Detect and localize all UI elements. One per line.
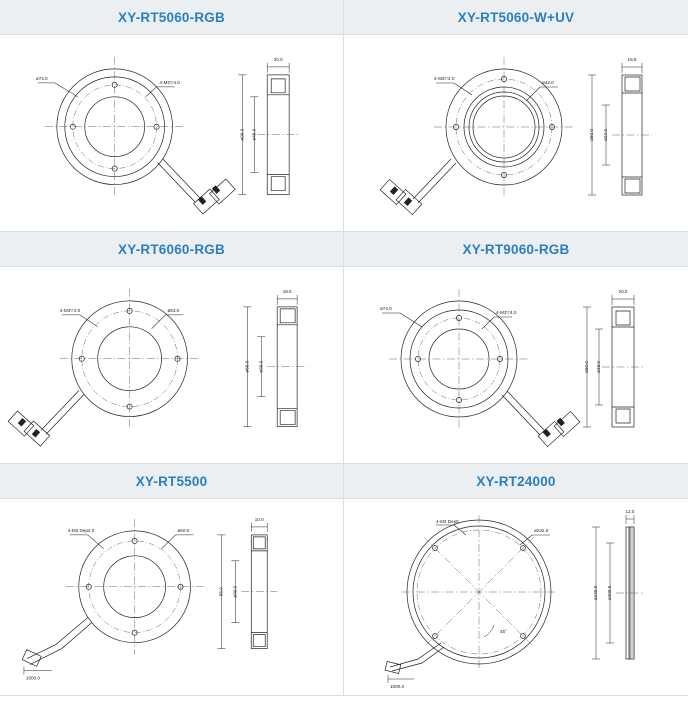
dim-thickness: 20.0 — [273, 57, 283, 63]
product-card-xy-rt5060-w-uv — [344, 0, 688, 232]
dim-angle: 45° — [500, 629, 507, 635]
card-title: XY-RT24000 — [344, 464, 688, 499]
dim-thickness: 10.0 — [254, 517, 264, 523]
dim-thickness: 18.5 — [627, 57, 637, 63]
dim-inner-dia: ø33.0 — [258, 360, 264, 373]
card-title: XY-RT5060-W+UV — [344, 0, 688, 35]
dim-inner-dia: ø48.0 — [251, 128, 257, 141]
dim-outer-dia: ø50.0 — [177, 528, 190, 534]
dim-thread: 4-M3▽4.0 — [434, 76, 455, 82]
dim-bolt-circle: ø232.0 — [534, 528, 549, 534]
dim-thread: 4-M3▽4.0 — [159, 80, 180, 86]
drawing-xy-rt6060-rgb — [0, 267, 343, 464]
drawing-xy-rt5060-rgb — [0, 35, 343, 232]
dim-thread: 4-M3▽4.0 — [59, 308, 81, 314]
dim-outer-dia: ø60.0 — [244, 360, 250, 373]
product-card-xy-rt24000 — [344, 464, 688, 696]
product-card-xy-rt5060-rgb — [0, 0, 344, 232]
dim-thread: 4-M3 Dep5 — [436, 519, 459, 525]
dim-inner-dia: ø200.0 — [607, 585, 613, 601]
dim-thickness: 20.0 — [618, 289, 628, 295]
drawing-xy-rt5060-w-uv — [344, 35, 688, 232]
dim-cable-length: 1000.0 — [390, 684, 405, 690]
dim-outer-dia: ø50.0 — [589, 129, 595, 141]
dim-mid-dia: ø90.0 — [239, 128, 245, 141]
dim-inner-dia: ø42.0 — [542, 80, 554, 86]
dim-thickness: 12.0 — [625, 509, 635, 515]
card-title: XY-RT5500 — [0, 464, 343, 499]
drawing-xy-rt24000 — [344, 499, 688, 696]
dim-outer-dia: ø74.0 — [380, 306, 392, 312]
dim-outer-dia: ø74.0 — [35, 76, 48, 82]
product-card-xy-rt9060-rgb — [344, 232, 688, 464]
product-card-xy-rt5500 — [0, 464, 344, 696]
product-card-xy-rt6060-rgb — [0, 232, 344, 464]
dim-bolt-circle: ø53.0 — [167, 308, 180, 314]
card-title: XY-RT6060-RGB — [0, 232, 343, 267]
dim-cable-length: 1000.0 — [25, 675, 40, 681]
dim-thickness: 18.5 — [282, 289, 292, 295]
dim-thread: 4-M3 Dep4.0 — [67, 528, 95, 534]
dim-inner-dia: ø48.0 — [596, 361, 602, 373]
dim-step-dia: ø22.0 — [603, 129, 609, 141]
dim-inner-dia: ø30.0 — [232, 585, 238, 598]
card-title: XY-RT9060-RGB — [344, 232, 688, 267]
dim-mid-dia: ø90.0 — [584, 361, 590, 373]
card-title: XY-RT5060-RGB — [0, 0, 343, 35]
drawing-xy-rt5500 — [0, 499, 343, 696]
dim-outer-dia: ø240.0 — [593, 585, 599, 601]
dim-thread: 4-M3▽4.0 — [496, 310, 517, 316]
drawing-xy-rt9060-rgb — [344, 267, 688, 464]
dim-mid-dia: 55.0 — [218, 587, 224, 597]
